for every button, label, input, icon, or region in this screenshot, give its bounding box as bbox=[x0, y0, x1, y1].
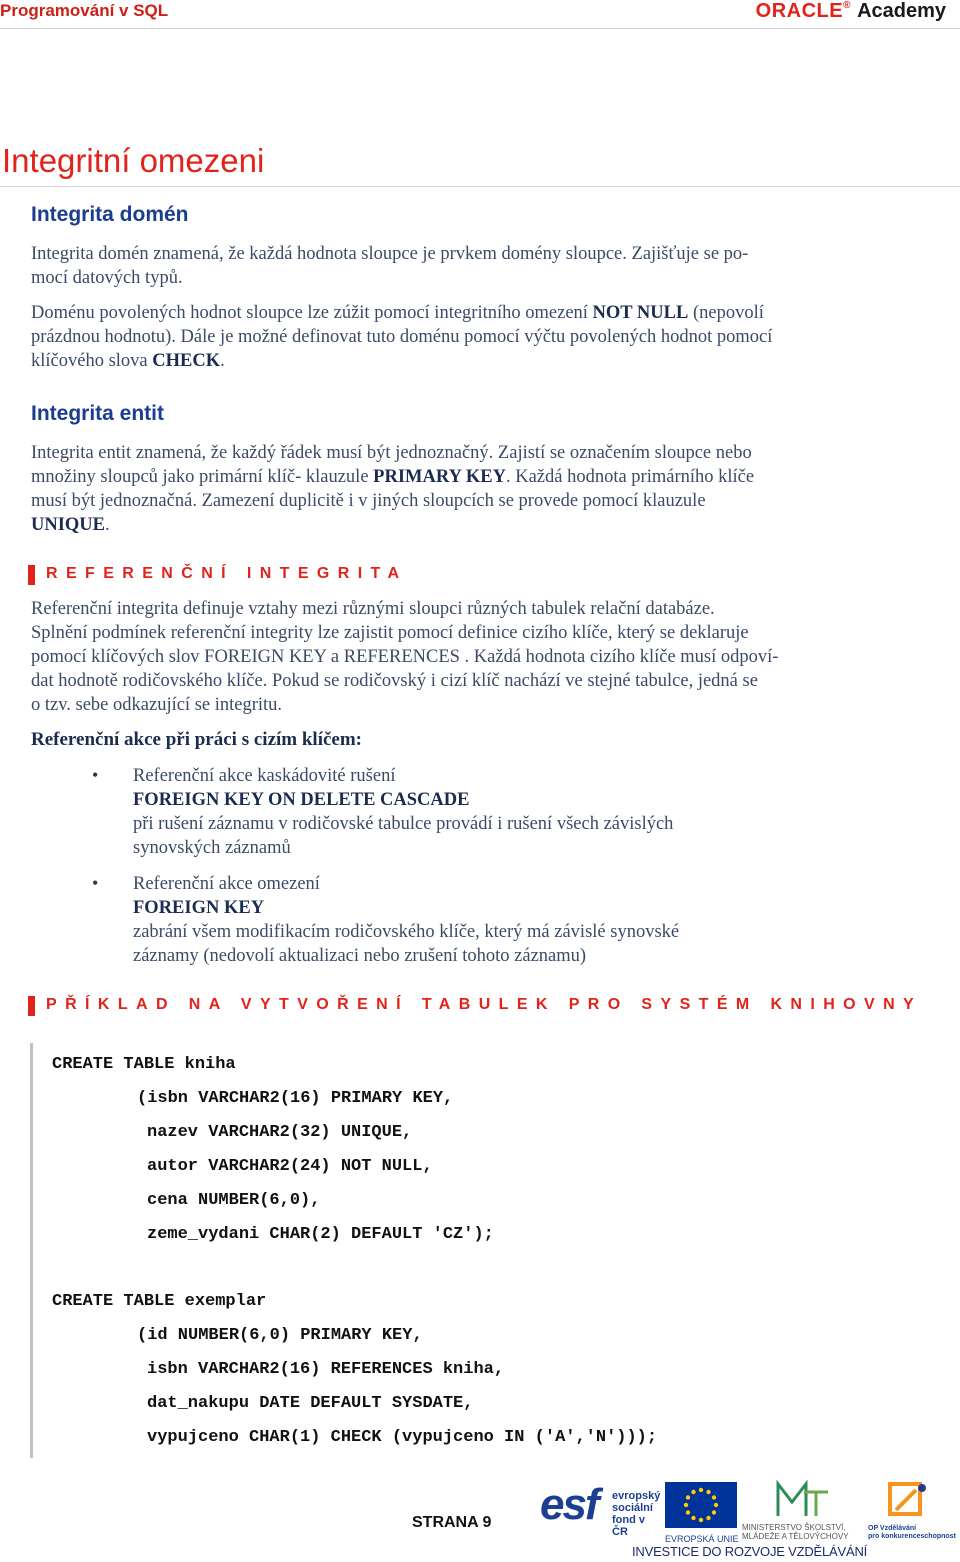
op-caption-line: pro konkurenceschopnost bbox=[868, 1533, 956, 1540]
bullet-icon: • bbox=[92, 765, 99, 785]
eu-logo bbox=[665, 1482, 739, 1544]
op-caption-line: OP Vzdělávání bbox=[868, 1525, 917, 1532]
section-marker bbox=[28, 565, 35, 585]
msmt-emblem-icon bbox=[774, 1478, 834, 1518]
eu-caption: EVROPSKÁ UNIE bbox=[665, 1534, 739, 1544]
entity-integrity-paragraph bbox=[31, 441, 931, 537]
text-span: klíčového slova bbox=[31, 351, 153, 371]
text-line: Integrita entit znamená, že každý řádek musí být jednoznačný. Zajistí se označením sloupce nebo bbox=[31, 443, 752, 463]
heading-domain-integrity: Integrita domén bbox=[31, 203, 189, 226]
code-line: dat_nakupu DATE DEFAULT SYSDATE, bbox=[147, 1394, 474, 1413]
text-line: o tzv. sebe odkazující se integritu. bbox=[31, 695, 283, 715]
text-line bbox=[133, 788, 913, 812]
text-span: . bbox=[105, 515, 110, 535]
op-emblem-icon bbox=[886, 1480, 930, 1520]
esf-caption-line: sociální bbox=[612, 1502, 653, 1514]
text-line: Splnění podmínek referenční integrity lze zajistit pomocí definice cizího klíče, který se deklaruje bbox=[31, 623, 749, 643]
section-example bbox=[31, 996, 922, 1014]
msmt-logo bbox=[742, 1478, 867, 1541]
esf-caption bbox=[612, 1490, 660, 1538]
text-line: dat hodnotě rodičovského klíče. Pokud se rodičovský i cizí klíč nachází ve stejné tabulce, jedná se bbox=[31, 671, 758, 691]
code-line: isbn VARCHAR2(16) REFERENCES kniha, bbox=[147, 1360, 505, 1379]
text-line: zabrání všem modifikacím rodičovského klíče, který má závislé synovské bbox=[133, 922, 680, 942]
text-line bbox=[31, 301, 931, 325]
code-line: cena NUMBER(6,0), bbox=[147, 1191, 321, 1210]
page-title: Integritní omezeni bbox=[2, 142, 265, 179]
text-span: . bbox=[220, 351, 225, 371]
text-span: Doménu povolených hodnot sloupce lze zúžit pomocí integritního omezení bbox=[31, 303, 593, 323]
code-line: autor VARCHAR2(24) NOT NULL, bbox=[147, 1157, 433, 1176]
keyword-primary-key: PRIMARY KEY bbox=[373, 467, 506, 487]
text-line: musí být jednoznačná. Zamezení duplicitě i v jiných sloupcích se provede pomocí klauzule bbox=[31, 491, 706, 511]
bullet-icon: • bbox=[92, 873, 99, 893]
msmt-caption-line: MINISTERSTVO ŠKOLSTVÍ, bbox=[742, 1523, 846, 1532]
code-line: vypujceno CHAR(1) CHECK (vypujceno IN ('A','N'))); bbox=[147, 1428, 658, 1447]
esf-caption-line: evropský bbox=[612, 1490, 661, 1502]
heading-entity-integrity: Integrita entit bbox=[31, 402, 165, 425]
text-span: množiny sloupců jako primární klíč- klauzule bbox=[31, 467, 374, 487]
header-divider bbox=[0, 28, 960, 29]
code-line: nazev VARCHAR2(32) UNIQUE, bbox=[147, 1123, 413, 1142]
esf-logo bbox=[540, 1480, 661, 1540]
course-title: Programování v SQL bbox=[0, 1, 169, 20]
referential-integrity-paragraph bbox=[31, 597, 931, 717]
text-span: . Každá hodnota primárního klíče bbox=[505, 467, 755, 487]
investice-tagline: INVESTICE DO ROZVOJE VZDĚLÁVÁNÍ bbox=[632, 1544, 868, 1559]
text-line: pomocí klíčových slov FOREIGN KEY a REFERENCES . Každá hodnota cizího klíče musí odpoví- bbox=[31, 647, 779, 667]
text-line: prázdnou hodnotu). Dále je možné definovat tuto doménu pomocí výčtu povolených hodnot pomocí bbox=[31, 327, 773, 347]
list-item bbox=[133, 872, 913, 968]
domain-integrity-paragraph-1 bbox=[31, 242, 931, 290]
text-line: Integrita domén znamená, že každá hodnota sloupce je prvkem domény sloupce. Zajišťuje se po- bbox=[31, 244, 749, 264]
code-line: CREATE TABLE exemplar bbox=[52, 1292, 267, 1311]
msmt-caption-line: MLÁDEŽE A TĚLOVÝCHOVY bbox=[742, 1532, 849, 1541]
keyword-check: CHECK bbox=[152, 351, 221, 371]
text-line: při rušení záznamu v rodičovské tabulce provádí i rušení všech závislých bbox=[133, 814, 674, 834]
text-line bbox=[31, 465, 931, 489]
text-span: (nepovolí bbox=[688, 303, 764, 323]
text-line bbox=[133, 896, 913, 920]
eu-flag-icon bbox=[665, 1482, 737, 1528]
msmt-caption bbox=[742, 1523, 867, 1541]
text-line: Referenční integrita definuje vztahy mezi různými sloupci různých tabulek relační databáze. bbox=[31, 599, 715, 619]
op-logo bbox=[868, 1480, 956, 1540]
code-line: CREATE TABLE kniha bbox=[52, 1055, 236, 1074]
text-line: Referenční akce kaskádovité rušení bbox=[133, 766, 396, 786]
list-item bbox=[133, 764, 913, 860]
page-number: STRANA 9 bbox=[412, 1514, 492, 1531]
domain-integrity-paragraph-2 bbox=[31, 301, 931, 373]
oracle-wordmark: ORACLE bbox=[755, 0, 844, 22]
keyword-unique: UNIQUE bbox=[31, 515, 106, 535]
keyword: FOREIGN KEY ON DELETE CASCADE bbox=[133, 790, 470, 810]
op-caption bbox=[868, 1525, 956, 1541]
section-referential-integrity bbox=[31, 565, 407, 583]
title-divider bbox=[0, 186, 960, 187]
text-line: mocí datových typů. bbox=[31, 268, 183, 288]
code-line: (isbn VARCHAR2(16) PRIMARY KEY, bbox=[137, 1089, 454, 1108]
keyword-not-null: NOT NULL bbox=[592, 303, 689, 323]
academy-wordmark: Academy bbox=[857, 0, 946, 22]
referential-actions-heading: Referenční akce při práci s cizím klíčem: bbox=[31, 729, 362, 750]
text-line: synovských záznamů bbox=[133, 838, 291, 858]
code-line: (id NUMBER(6,0) PRIMARY KEY, bbox=[137, 1326, 423, 1345]
keyword: FOREIGN KEY bbox=[133, 898, 265, 918]
section-marker bbox=[28, 996, 35, 1016]
oracle-academy-logo: ORACLE® Academy bbox=[755, 0, 946, 22]
esf-caption-line: fond v ČR bbox=[612, 1514, 645, 1538]
text-line: Referenční akce omezení bbox=[133, 874, 320, 894]
code-line: zeme_vydani CHAR(2) DEFAULT 'CZ'); bbox=[147, 1225, 494, 1244]
section-title: PŘÍKLAD NA VYTVOŘENÍ TABULEK PRO SYSTÉM KNIHOVNY bbox=[46, 996, 923, 1013]
esf-wordmark: esf bbox=[540, 1480, 598, 1529]
text-line: záznamy (nedovolí aktualizaci nebo zrušení tohoto záznamu) bbox=[133, 946, 587, 966]
text-line bbox=[31, 513, 931, 537]
section-title: REFERENČNÍ INTEGRITA bbox=[46, 565, 408, 582]
text-line bbox=[31, 349, 931, 373]
